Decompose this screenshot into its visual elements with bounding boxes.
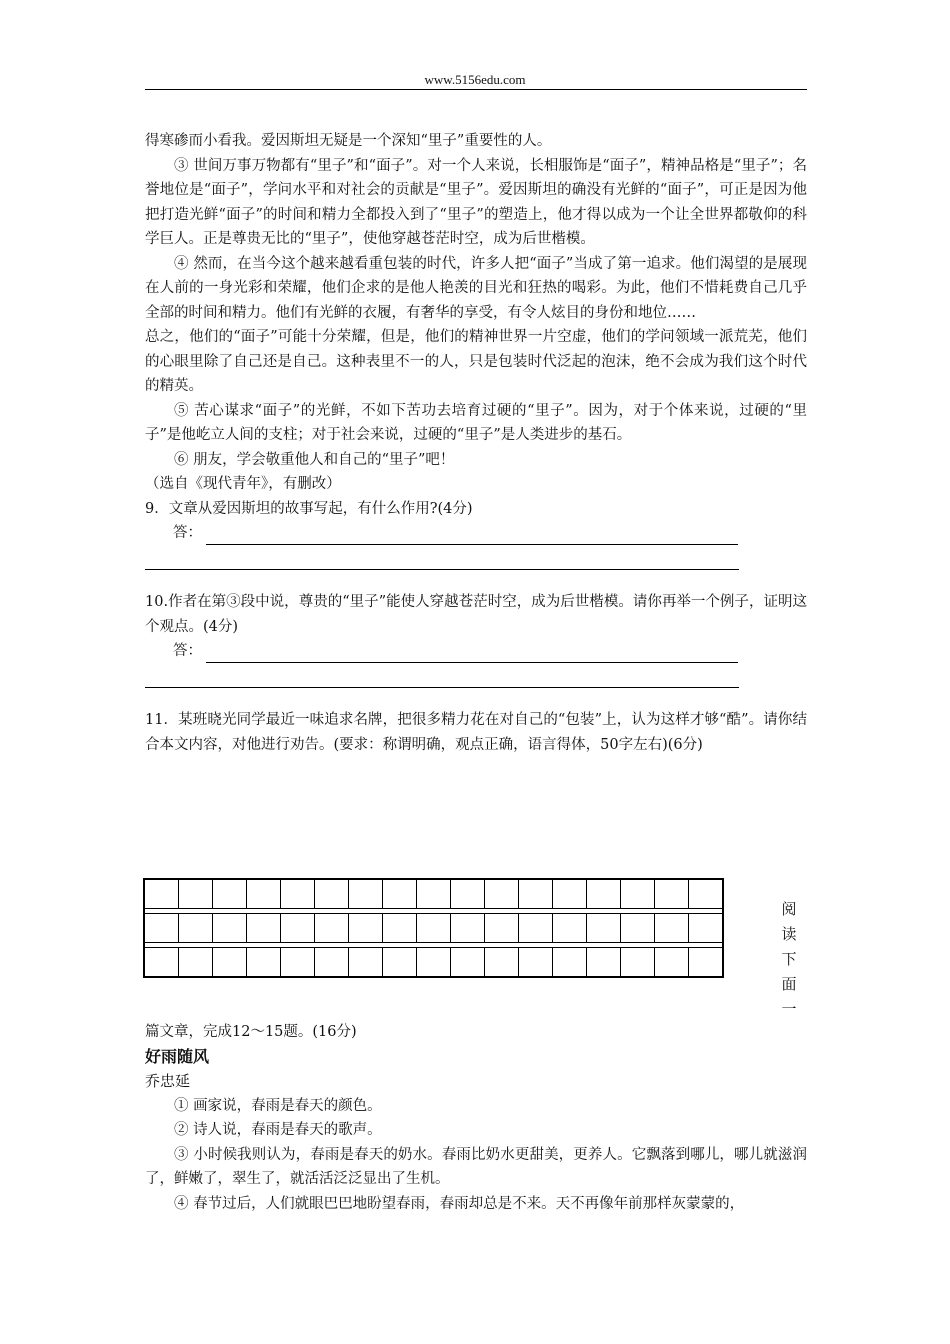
grid-cell[interactable] <box>689 914 724 943</box>
passage-paragraph: ④ 春节过后，人们就眼巴巴地盼望春雨，春雨却总是不来。天不再像年前那样灰蒙蒙的， <box>174 1195 745 1212</box>
header-divider <box>145 89 807 90</box>
grid-cell[interactable] <box>553 948 587 978</box>
article-author: 乔忠延 <box>145 1072 191 1090</box>
reading-intro: 篇文章，完成12～15题。(16分) <box>145 1024 357 1040</box>
grid-cell[interactable] <box>485 879 519 909</box>
grid-cell[interactable] <box>689 948 724 978</box>
answer-line-9[interactable] <box>145 521 807 545</box>
answer-line-9b[interactable] <box>145 545 739 570</box>
grid-cell[interactable] <box>281 879 315 909</box>
grid-cell[interactable] <box>655 879 689 909</box>
grid-cell[interactable] <box>315 879 349 909</box>
grid-cell[interactable] <box>689 879 724 909</box>
grid-cell[interactable] <box>553 914 587 943</box>
grid-cell[interactable] <box>144 948 179 978</box>
grid-cell[interactable] <box>349 879 383 909</box>
grid-cell[interactable] <box>213 914 247 943</box>
grid-cell[interactable] <box>417 879 451 909</box>
passage-paragraph: ⑥ 朋友，学会敬重他人和自己的“里子”吧！ <box>174 451 455 468</box>
grid-cell[interactable] <box>655 948 689 978</box>
grid-cell[interactable] <box>179 879 213 909</box>
passage-paragraph: ③ 小时候我则认为，春雨是春天的奶水。春雨比奶水更甜美，更养人。它飘落到哪儿，哪儿就滋润了，鲜嫩了，翠生了，就活活泛泛显出了生机。 <box>145 1146 807 1187</box>
grid-cell[interactable] <box>349 948 383 978</box>
grid-cell[interactable] <box>587 948 621 978</box>
question-11: 11．某班晓光同学最近一味追求名牌，把很多精力花在对自己的“包装”上，认为这样才够“酷”。请你结合本文内容，对他进行劝告。(要求：称谓明确，观点正确，语言得体，50字左右)(6分) <box>145 712 807 753</box>
passage-paragraph: ① 画家说，春雨是春天的颜色。 <box>174 1097 382 1114</box>
grid-cell[interactable] <box>451 914 485 943</box>
passage-paragraph: ⑤ 苦心谋求“面子”的光鲜，不如下苦功去培育过硬的“里子”。因为，对于个体来说，过硬的“里子”是他屹立人间的支柱；对于社会来说，过硬的“里子”是人类进步的基石。 <box>145 402 807 443</box>
passage-paragraph: 得寒碜而小看我。爱因斯坦无疑是一个深知“里子”重要性的人。 <box>145 133 552 149</box>
answer-line-10b[interactable] <box>145 663 739 688</box>
grid-cell[interactable] <box>519 914 553 943</box>
second-passage <box>145 1020 807 1216</box>
passage-paragraph: 总之，他们的“面子”可能十分荣耀，但是，他们的精神世界一片空虚，他们的学问领域一派荒芜，他们的心眼里除了自己还是自己。这种表里不一的人，只是包装时代泛起的泡沫，绝不会成为我们这个时代的精英。 <box>145 329 807 394</box>
grid-cell[interactable] <box>179 914 213 943</box>
source-note: （选自《现代青年》，有删改） <box>145 476 341 492</box>
grid-cell[interactable] <box>247 914 281 943</box>
grid-cell[interactable] <box>451 879 485 909</box>
grid-cell[interactable] <box>383 948 417 978</box>
header-url: www.5156edu.com <box>424 72 526 87</box>
grid-cell[interactable] <box>213 948 247 978</box>
grid-cell[interactable] <box>451 948 485 978</box>
answer-label: 答： <box>173 524 202 541</box>
passage-paragraph: ③ 世间万事万物都有“里子”和“面子”。对一个人来说，长相服饰是“面子”，精神品格是“里子”；名誉地位是“面子”，学问水平和对社会的贡献是“里子”。爱因斯坦的确没有光鲜的“面子”，可正是因为他把打造光鲜“面子”的时间和精力全都投入到了“里子”的塑造上，他才得以成为一个让全世界都敬仰的科学巨人。正是尊贵无比的“里子”，使他穿越苍茫时空，成为后世楷模。 <box>145 157 807 247</box>
grid-cell[interactable] <box>281 948 315 978</box>
grid-cell[interactable] <box>621 948 655 978</box>
grid-cell[interactable] <box>417 948 451 978</box>
article-title: 好雨随风 <box>145 1046 210 1066</box>
grid-cell[interactable] <box>621 879 655 909</box>
grid-row <box>144 914 723 943</box>
question-9: 9．文章从爱因斯坦的故事写起，有什么作用?(4分) <box>145 500 473 517</box>
grid-cell[interactable] <box>519 948 553 978</box>
grid-cell[interactable] <box>485 914 519 943</box>
grid-cell[interactable] <box>315 914 349 943</box>
grid-cell[interactable] <box>519 879 553 909</box>
grid-cell[interactable] <box>247 948 281 978</box>
question-10: 10.作者在第③段中说，尊贵的“里子”能使人穿越苍茫时空，成为后世楷模。请你再举一个例子，证明这个观点。(4分) <box>145 594 807 635</box>
grid-cell[interactable] <box>213 879 247 909</box>
grid-cell[interactable] <box>655 914 689 943</box>
grid-cell[interactable] <box>553 879 587 909</box>
grid-cell[interactable] <box>485 948 519 978</box>
grid-cell[interactable] <box>383 879 417 909</box>
grid-cell[interactable] <box>383 914 417 943</box>
grid-row <box>144 948 723 978</box>
grid-row <box>144 879 723 909</box>
grid-cell[interactable] <box>621 914 655 943</box>
grid-cell[interactable] <box>349 914 383 943</box>
side-vertical-text: 阅 读 下 面 一 <box>781 900 797 1018</box>
grid-cell[interactable] <box>587 914 621 943</box>
grid-cell[interactable] <box>281 914 315 943</box>
grid-cell[interactable] <box>315 948 349 978</box>
grid-cell[interactable] <box>179 948 213 978</box>
grid-cell[interactable] <box>144 879 179 909</box>
passage-paragraph: ④ 然而，在当今这个越来越看重包装的时代，许多人把“面子”当成了第一追求。他们渴望的是展现在人前的一身光彩和荣耀，他们企求的是他人艳羡的目光和狂热的喝彩。为此，他们不惜耗费自己几乎全部的时间和精力。他们有光鲜的衣履，有奢华的享受，有令人炫目的身份和地位…… <box>145 255 807 321</box>
grid-cell[interactable] <box>587 879 621 909</box>
answer-grid[interactable] <box>143 878 724 978</box>
grid-cell[interactable] <box>247 879 281 909</box>
answer-line-10[interactable] <box>145 639 807 663</box>
passage-paragraph: ② 诗人说，春雨是春天的歌声。 <box>174 1122 382 1138</box>
answer-label: 答： <box>173 642 202 659</box>
grid-cell[interactable] <box>417 914 451 943</box>
grid-cell[interactable] <box>144 914 179 943</box>
passage-content <box>145 129 807 757</box>
